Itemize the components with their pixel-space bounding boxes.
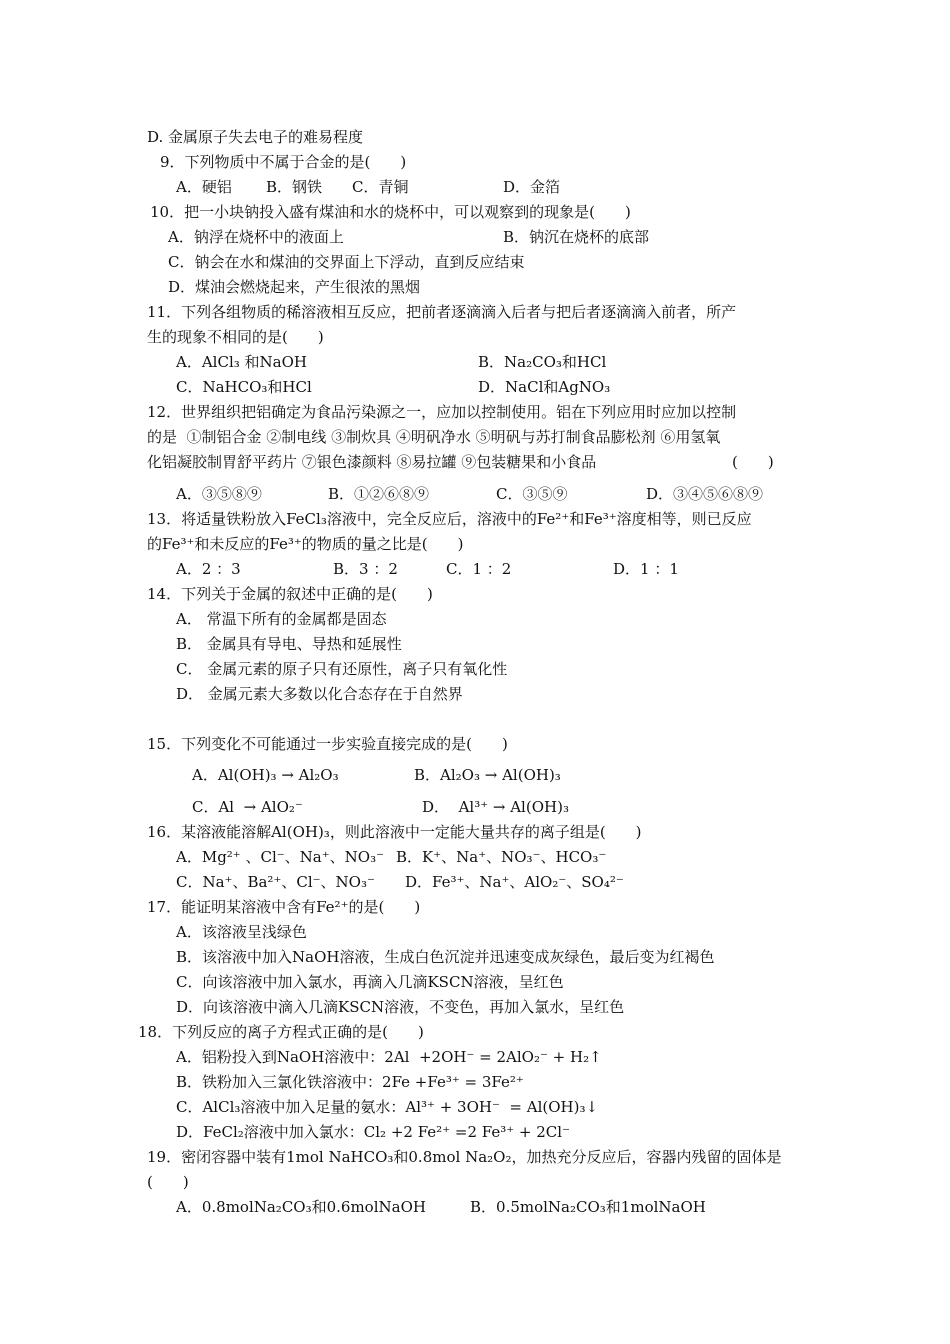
q10-option-a: A．钠浮在烧杯中的液面上: [168, 228, 344, 246]
q14-option-a: A． 常温下所有的金属都是固态: [176, 610, 387, 628]
q12-stem-line2: 的是 ①制铝合金 ②制电线 ③制炊具 ④明矾净水 ⑤明矾与苏打制食品膨松剂 ⑥用氢氧: [147, 428, 721, 446]
q16-option-c: C．Na⁺、Ba²⁺、Cl⁻、NO₃⁻: [176, 873, 375, 891]
q10-option-b: B．钠沉在烧杯的底部: [503, 228, 650, 246]
q19-stem-line2: ( ): [147, 1173, 189, 1191]
q9-stem: 9．下列物质中不属于合金的是( ): [160, 153, 407, 171]
q12-option-c: C．③⑤⑨: [496, 485, 568, 503]
q18-option-a: A．铝粉投入到NaOH溶液中：2Al +2OH⁻ = 2AlO₂⁻ + H₂↑: [176, 1048, 602, 1066]
q12-answer-bracket: ( ): [732, 453, 774, 471]
q17-option-c: C．向该溶液中加入氯水，再滴入几滴KSCN溶液，呈红色: [176, 973, 564, 991]
q8-option-d: D. 金属原子失去电子的难易程度: [147, 128, 364, 146]
q17-option-a: A．该溶液呈浅绿色: [176, 923, 307, 941]
q14-option-c: C． 金属元素的原子只有还原性，离子只有氧化性: [176, 660, 508, 678]
q15-option-c: C．Al → AlO₂⁻: [192, 798, 303, 816]
q13-option-c: C．1 ：2: [446, 560, 512, 578]
q19-option-a: A．0.8molNa₂CO₃和0.6molNaOH: [176, 1198, 426, 1216]
q11-option-c: C．NaHCO₃和HCl: [176, 378, 312, 396]
q10-stem: 10．把一小块钠投入盛有煤油和水的烧杯中，可以观察到的现象是( ): [150, 203, 631, 221]
q9-option-c: C．青铜: [352, 178, 409, 196]
q11-stem-line1: 11．下列各组物质的稀溶液相互反应，把前者逐滴滴入后者与把后者逐滴滴入前者，所产: [147, 303, 737, 321]
q14-stem: 14．下列关于金属的叙述中正确的是( ): [147, 585, 433, 603]
q18-option-d: D．FeCl₂溶液中加入氯水：Cl₂ +2 Fe²⁺ =2 Fe³⁺ + 2Cl⁻: [176, 1123, 570, 1141]
q16-option-d: D．Fe³⁺、Na⁺、AlO₂⁻、SO₄²⁻: [405, 873, 624, 891]
q16-stem: 16．某溶液能溶解Al(OH)₃，则此溶液中一定能大量共存的离子组是( ): [147, 823, 642, 841]
q12-option-a: A．③⑤⑧⑨: [176, 485, 262, 503]
q16-option-a: A．Mg²⁺ 、Cl⁻、Na⁺、NO₃⁻: [176, 848, 385, 866]
q14-option-b: B． 金属具有导电、导热和延展性: [176, 635, 402, 653]
q14-option-d: D． 金属元素大多数以化合态存在于自然界: [176, 685, 463, 703]
q15-option-d: D． Al³⁺ → Al(OH)₃: [422, 798, 569, 816]
q13-stem-line1: 13．将适量铁粉放入FeCl₃溶液中，完全反应后，溶液中的Fe²⁺和Fe³⁺溶度相等，则已反应: [147, 510, 752, 528]
q13-option-b: B．3 ：2: [333, 560, 398, 578]
q15-option-a: A．Al(OH)₃ → Al₂O₃: [192, 766, 339, 784]
q18-option-b: B．铁粉加入三氯化铁溶液中：2Fe +Fe³⁺ = 3Fe²⁺: [176, 1073, 524, 1091]
q12-option-d: D．③④⑤⑥⑧⑨: [646, 485, 764, 503]
q16-option-b: B．K⁺、Na⁺、NO₃⁻、HCO₃⁻: [396, 848, 607, 866]
q15-option-b: B．Al₂O₃ → Al(OH)₃: [414, 766, 561, 784]
q13-option-a: A．2 ：3: [176, 560, 241, 578]
q19-option-b: B．0.5molNa₂CO₃和1molNaOH: [470, 1198, 706, 1216]
q11-option-d: D．NaCl和AgNO₃: [478, 378, 611, 396]
q12-option-b: B．①②⑥⑧⑨: [328, 485, 430, 503]
q11-option-b: B．Na₂CO₃和HCl: [478, 353, 607, 371]
q15-stem: 15．下列变化不可能通过一步实验直接完成的是( ): [147, 735, 508, 753]
q19-stem-line1: 19．密闭容器中装有1mol NaHCO₃和0.8mol Na₂O₂，加热充分反应后，容器内残留的固体是: [147, 1148, 782, 1166]
q10-option-d: D．煤油会燃烧起来，产生很浓的黑烟: [168, 278, 421, 296]
q18-stem: 18．下列反应的离子方程式正确的是( ): [138, 1023, 424, 1041]
q11-stem-line2: 生的现象不相同的是( ): [147, 328, 324, 346]
q12-stem-line3: 化铝凝胶制胃舒平药片 ⑦银色漆颜料 ⑧易拉罐 ⑨包装糖果和小食品: [147, 453, 597, 471]
q17-option-b: B．该溶液中加入NaOH溶液，生成白色沉淀并迅速变成灰绿色，最后变为红褐色: [176, 948, 715, 966]
q13-option-d: D．1 ：1: [613, 560, 679, 578]
q11-option-a: A．AlCl₃ 和NaOH: [176, 353, 307, 371]
q9-option-d: D．金箔: [503, 178, 561, 196]
q9-option-a: A．硬铝: [176, 178, 232, 196]
q10-option-c: C．钠会在水和煤油的交界面上下浮动，直到反应结束: [168, 253, 525, 271]
q12-stem-line1: 12．世界组织把铝确定为食品污染源之一，应加以控制使用。铝在下列应用时应加以控制: [147, 403, 737, 421]
q17-option-d: D．向该溶液中滴入几滴KSCN溶液，不变色，再加入氯水，呈红色: [176, 998, 625, 1016]
q18-option-c: C．AlCl₃溶液中加入足量的氨水：Al³⁺ + 3OH⁻ = Al(OH)₃↓: [176, 1098, 599, 1116]
q17-stem: 17．能证明某溶液中含有Fe²⁺的是( ): [147, 898, 421, 916]
q9-option-b: B．钢铁: [266, 178, 323, 196]
q13-stem-line2: 的Fe³⁺和未反应的Fe³⁺的物质的量之比是( ): [147, 535, 464, 553]
